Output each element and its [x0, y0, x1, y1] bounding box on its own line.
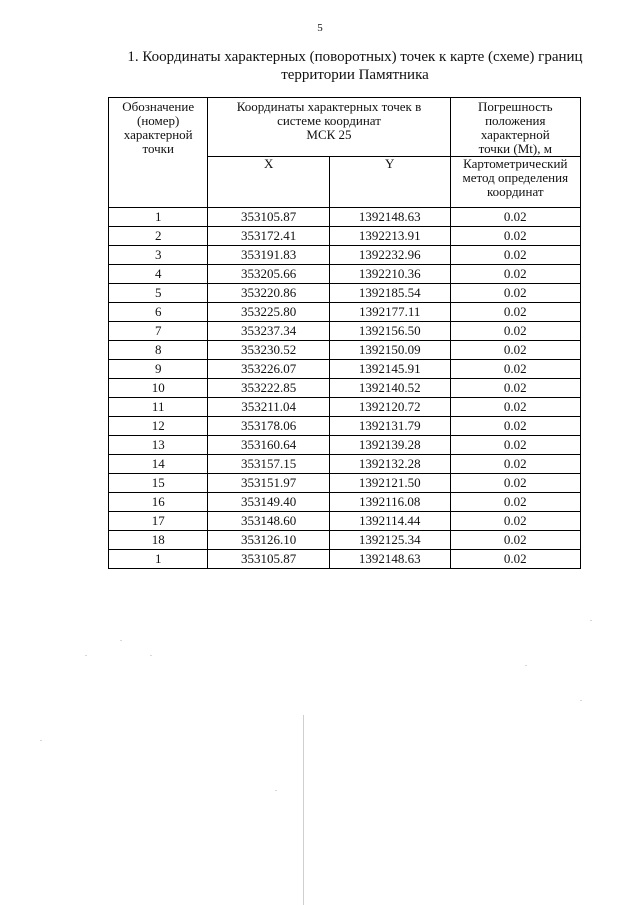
x-coordinate-cell: 353211.04 [208, 398, 330, 417]
header-designation-line: (номер) [137, 113, 180, 128]
point-number-cell: 6 [109, 303, 208, 322]
scan-speck [525, 665, 527, 666]
table-row [109, 341, 581, 360]
x-coordinate-cell: 353105.87 [208, 550, 330, 569]
table-row [109, 265, 581, 284]
table-row [109, 512, 581, 531]
y-coordinate-cell: 1392213.91 [329, 227, 450, 246]
table-row [109, 322, 581, 341]
table-row [109, 208, 581, 227]
x-coordinate-cell: 353230.52 [208, 341, 330, 360]
table-row [109, 398, 581, 417]
coordinates-table [108, 97, 581, 569]
error-cell: 0.02 [450, 550, 580, 569]
y-coordinate-cell: 1392116.08 [329, 493, 450, 512]
error-cell: 0.02 [450, 417, 580, 436]
x-coordinate-cell: 353205.66 [208, 265, 330, 284]
error-cell: 0.02 [450, 208, 580, 227]
header-error-line: точки (Mt), м [478, 141, 552, 156]
header-designation-line: точки [142, 141, 174, 156]
y-coordinate-cell: 1392177.11 [329, 303, 450, 322]
scan-speck [275, 790, 277, 791]
point-number-cell: 12 [109, 417, 208, 436]
point-number-cell: 2 [109, 227, 208, 246]
error-cell: 0.02 [450, 379, 580, 398]
header-coordinates [208, 98, 450, 157]
x-coordinate-cell: 353157.15 [208, 455, 330, 474]
y-coordinate-cell: 1392125.34 [329, 531, 450, 550]
table-row [109, 360, 581, 379]
scan-speck [590, 620, 592, 621]
y-coordinate-cell: 1392131.79 [329, 417, 450, 436]
x-coordinate-cell: 353220.86 [208, 284, 330, 303]
error-cell: 0.02 [450, 246, 580, 265]
table-header [109, 98, 581, 208]
error-cell: 0.02 [450, 455, 580, 474]
x-coordinate-cell: 353172.41 [208, 227, 330, 246]
scan-speck [40, 740, 42, 741]
heading-line-2: территории Памятника [281, 67, 429, 83]
point-number-cell: 4 [109, 265, 208, 284]
error-cell: 0.02 [450, 322, 580, 341]
x-coordinate-cell: 353191.83 [208, 246, 330, 265]
scan-speck [150, 655, 152, 656]
page-number: 5 [317, 22, 323, 34]
table-row [109, 455, 581, 474]
x-coordinate-cell: 353149.40 [208, 493, 330, 512]
y-coordinate-cell: 1392150.09 [329, 341, 450, 360]
header-coordinates-line: МСК 25 [306, 127, 352, 142]
error-cell: 0.02 [450, 284, 580, 303]
header-method [450, 157, 580, 208]
y-coordinate-cell: 1392148.63 [329, 208, 450, 227]
table-row [109, 436, 581, 455]
point-number-cell: 5 [109, 284, 208, 303]
x-coordinate-cell: 353105.87 [208, 208, 330, 227]
point-number-cell: 1 [109, 208, 208, 227]
table-body [109, 208, 581, 569]
table-row [109, 493, 581, 512]
header-method-line: Картометрический [463, 156, 568, 171]
y-coordinate-cell: 1392145.91 [329, 360, 450, 379]
header-coordinates-line: Координаты характерных точек в [236, 99, 422, 114]
y-coordinate-cell: 1392148.63 [329, 550, 450, 569]
point-number-cell: 16 [109, 493, 208, 512]
x-coordinate-cell: 353225.80 [208, 303, 330, 322]
header-designation-line: Обозначение [122, 99, 195, 114]
fold-line [303, 715, 304, 905]
y-coordinate-cell: 1392185.54 [329, 284, 450, 303]
y-coordinate-cell: 1392210.36 [329, 265, 450, 284]
scan-speck [580, 700, 582, 701]
x-coordinate-cell: 353151.97 [208, 474, 330, 493]
x-coordinate-cell: 353222.85 [208, 379, 330, 398]
header-y: Y [329, 157, 450, 208]
document-heading [100, 48, 610, 84]
header-error-line: Погрешность [477, 99, 553, 114]
header-error [450, 98, 580, 157]
y-coordinate-cell: 1392114.44 [329, 512, 450, 531]
header-x: X [208, 157, 330, 208]
y-coordinate-cell: 1392121.50 [329, 474, 450, 493]
y-coordinate-cell: 1392140.52 [329, 379, 450, 398]
point-number-cell: 7 [109, 322, 208, 341]
header-error-line: положения [485, 113, 546, 128]
error-cell: 0.02 [450, 265, 580, 284]
table-row [109, 550, 581, 569]
heading-line-1: 1. Координаты характерных (поворотных) точек к карте (схеме) границ [127, 49, 583, 65]
x-coordinate-cell: 353148.60 [208, 512, 330, 531]
error-cell: 0.02 [450, 227, 580, 246]
table-row [109, 474, 581, 493]
point-number-cell: 17 [109, 512, 208, 531]
header-method-line: координат [486, 184, 544, 199]
y-coordinate-cell: 1392132.28 [329, 455, 450, 474]
error-cell: 0.02 [450, 341, 580, 360]
x-coordinate-cell: 353178.06 [208, 417, 330, 436]
table-row [109, 417, 581, 436]
scan-speck [85, 655, 87, 656]
x-coordinate-cell: 353160.64 [208, 436, 330, 455]
error-cell: 0.02 [450, 398, 580, 417]
point-number-cell: 13 [109, 436, 208, 455]
y-coordinate-cell: 1392120.72 [329, 398, 450, 417]
table-row [109, 284, 581, 303]
scan-speck [120, 640, 122, 641]
table-row [109, 531, 581, 550]
point-number-cell: 8 [109, 341, 208, 360]
error-cell: 0.02 [450, 360, 580, 379]
point-number-cell: 9 [109, 360, 208, 379]
table-row [109, 379, 581, 398]
header-method-line: метод определения [462, 170, 569, 185]
point-number-cell: 3 [109, 246, 208, 265]
error-cell: 0.02 [450, 474, 580, 493]
table-row [109, 246, 581, 265]
point-number-cell: 11 [109, 398, 208, 417]
header-coordinates-line: системе координат [277, 113, 381, 128]
y-coordinate-cell: 1392156.50 [329, 322, 450, 341]
error-cell: 0.02 [450, 436, 580, 455]
y-coordinate-cell: 1392232.96 [329, 246, 450, 265]
y-coordinate-cell: 1392139.28 [329, 436, 450, 455]
error-cell: 0.02 [450, 531, 580, 550]
error-cell: 0.02 [450, 303, 580, 322]
x-coordinate-cell: 353126.10 [208, 531, 330, 550]
x-coordinate-cell: 353226.07 [208, 360, 330, 379]
table-row [109, 303, 581, 322]
x-coordinate-cell: 353237.34 [208, 322, 330, 341]
header-designation [109, 98, 208, 208]
error-cell: 0.02 [450, 512, 580, 531]
table-row [109, 227, 581, 246]
point-number-cell: 15 [109, 474, 208, 493]
point-number-cell: 14 [109, 455, 208, 474]
header-designation-line: характерной [123, 127, 193, 142]
point-number-cell: 1 [109, 550, 208, 569]
error-cell: 0.02 [450, 493, 580, 512]
point-number-cell: 18 [109, 531, 208, 550]
header-error-line: характерной [480, 127, 550, 142]
point-number-cell: 10 [109, 379, 208, 398]
